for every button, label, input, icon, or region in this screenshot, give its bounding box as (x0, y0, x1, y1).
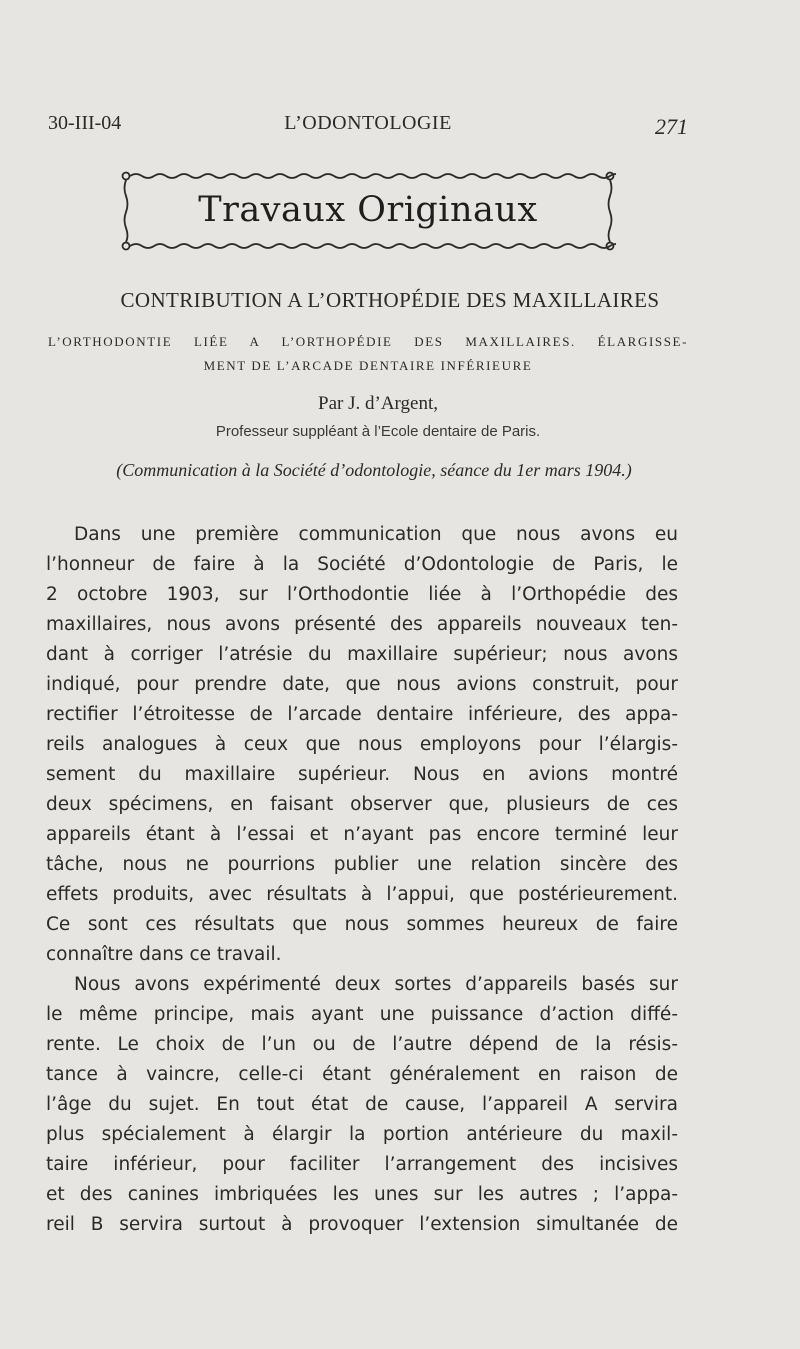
body-line: sement du maxillaire supérieur. Nous en avions montré (46, 764, 678, 785)
body-line: connaître dans ce travail. (46, 944, 282, 965)
body-line: effets produits, avec résultats à l’appui, que postérieurement. (46, 884, 678, 905)
body-line: rectifier l’étroitesse de l’arcade dentaire inférieure, des appa- (46, 704, 678, 725)
issue-date: 30-III-04 (48, 112, 122, 134)
section-title: Travaux Originaux (198, 190, 538, 230)
body-line: le même principe, mais ayant une puissance d’action diffé- (46, 1004, 678, 1025)
body-line: Nous avons expérimenté deux sortes d’appareils basés sur (74, 974, 678, 995)
body-line: tance à vaincre, celle-ci étant généralement en raison de (46, 1064, 678, 1085)
body-line: appareils étant à l’essai et n’ayant pas encore terminé leur (46, 824, 678, 845)
journal-name: L’ODONTOLOGIE (284, 112, 452, 134)
author-affiliation: Professeur suppléant à l’Ecole dentaire de Paris. (215, 423, 541, 440)
body-line: rente. Le choix de l’un ou de l’autre dépend de la résis- (46, 1034, 678, 1055)
article-subtitle-line-1: L’ORTHODONTIE LIÉE A L’ORTHOPÉDIE DES MAXILLAIRES. ÉLARGISSE- (48, 334, 688, 349)
body-line: Ce sont ces résultats que nous sommes heureux de faire (46, 914, 678, 935)
body-line: maxillaires, nous avons présenté des appareils nouveaux ten- (46, 614, 678, 635)
body-line: l’honneur de faire à la Société d’Odontologie de Paris, le (46, 554, 678, 575)
body-line: plus spécialement à élargir la portion antérieure du maxil- (46, 1124, 678, 1145)
body-line: 2 octobre 1903, sur l’Orthodontie liée à l’Orthopédie des (46, 584, 678, 605)
body-line: dant à corriger l’atrésie du maxillaire supérieur; nous avons (46, 644, 678, 665)
body-line: l’âge du sujet. En tout état de cause, l’appareil A servira (46, 1094, 678, 1115)
page-number: 271 (655, 114, 688, 139)
body-line: indiqué, pour prendre date, que nous avions construit, pour (46, 674, 678, 695)
body-line: et des canines imbriquées les unes sur les autres ; l’appa- (46, 1184, 678, 1205)
author-byline: Par J. d’Argent, (318, 393, 438, 414)
body-line: reils analogues à ceux que nous employons pour l’élargis- (46, 734, 678, 755)
section-banner (120, 168, 616, 254)
body-line: tâche, nous ne pourrions publier une relation sincère des (46, 854, 678, 875)
article-title: CONTRIBUTION A L’ORTHOPÉDIE DES MAXILLAIRES (120, 288, 660, 312)
body-line: deux spécimens, en faisant observer que, plusieurs de ces (46, 794, 678, 815)
body-line: reil B servira surtout à provoquer l’extension simultanée de (46, 1214, 678, 1235)
body-line: taire inférieur, pour faciliter l’arrangement des incisives (46, 1154, 678, 1175)
body-line: Dans une première communication que nous avons eu (74, 524, 678, 545)
communication-note: (Communication à la Société d’odontologie, séance du 1er mars 1904.) (116, 460, 632, 480)
article-subtitle-line-2: MENT DE L’ARCADE DENTAIRE INFÉRIEURE (203, 358, 533, 373)
running-head (48, 112, 688, 142)
